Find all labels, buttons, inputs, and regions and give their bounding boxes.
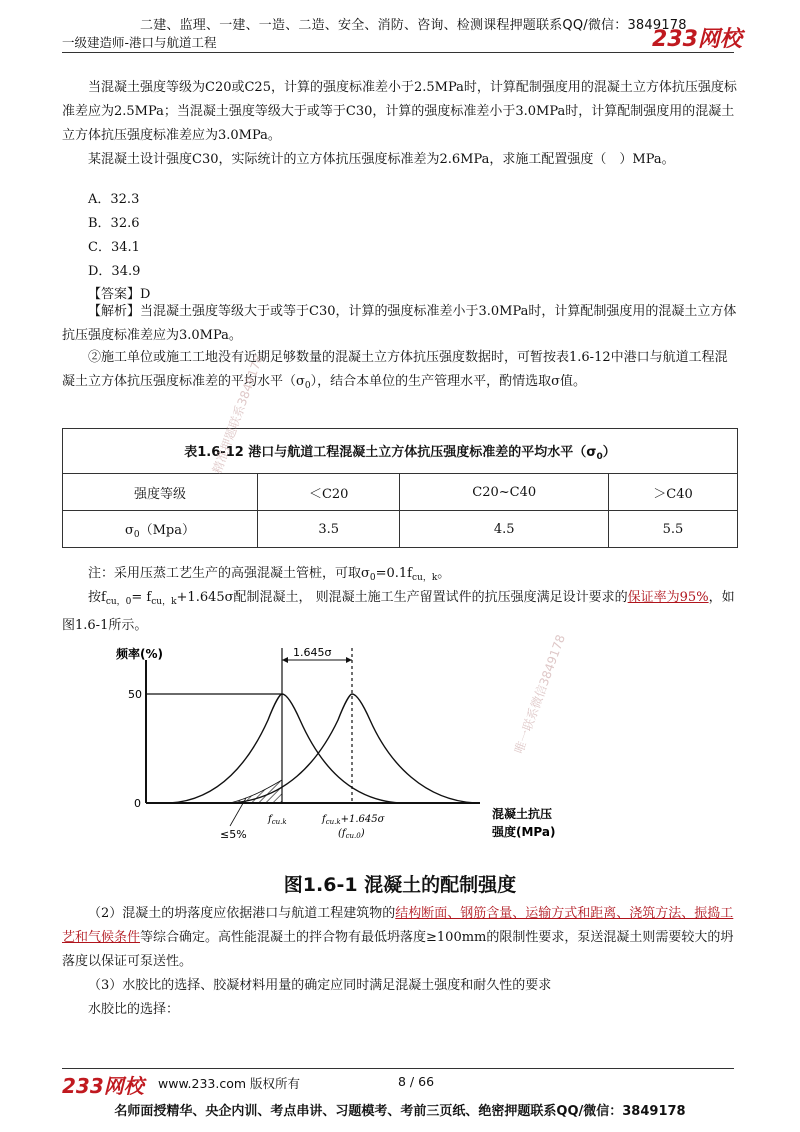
s2-a: （2）混凝土的坍落度应依据港口与航道工程建筑物的 [88, 906, 396, 921]
paragraph-water-binder: （3）水胶比的选择、胶凝材料用量的确定应同时满足混凝土强度和耐久性的要求 [88, 978, 552, 993]
p2-sub: 0 [304, 381, 311, 391]
note-sub0: 0 [369, 573, 376, 583]
x-axis-label-2: 强度(MPa) [492, 825, 556, 839]
header-divider [62, 52, 734, 53]
x-axis-label-1: 混凝土抗压 [492, 807, 553, 821]
fcu0-paren-label [338, 828, 365, 840]
p3-c: +1.645σ配制混凝土， 则混凝土施工生产留置试件的抗压强度满足设计要求的 [176, 590, 628, 605]
option-a: A．32.3 [88, 192, 140, 207]
p3-a: 按f [88, 590, 106, 605]
p3-d: ，如图1.6-1所示。 [62, 590, 735, 633]
table-caption-end: ） [602, 444, 616, 460]
row-label-sigma: σ [125, 522, 134, 538]
table-header-c20-c40: C20~C40 [400, 474, 609, 511]
watermark-2: 唯一联系微信3849178 [511, 632, 568, 756]
p3-highlight: 保证率为95% [627, 590, 709, 605]
table-cell-lt-c20: 3.5 [258, 511, 400, 548]
page-number: 8 / 66 [398, 1074, 435, 1089]
sigma-arrow-left [282, 657, 288, 663]
note-c: 。 [437, 566, 451, 581]
footer-promo: 名师面授精华、央企内训、考点串讲、习题模考、考前三页纸、绝密押题联系QQ/微信：3849178 [114, 1104, 686, 1119]
header-subtitle: 一级建造师-港口与航道工程 [62, 35, 217, 50]
fcu0-sub: cu.k [325, 818, 341, 826]
lt5-label: ≤5% [220, 828, 247, 841]
fcu0-tail: +1.645σ [340, 814, 385, 825]
p3-sub-b: cu，k [151, 597, 177, 607]
question-text: 某混凝土设计强度C30，实际统计的立方体抗压强度标准差为2.6MPa，求施工配置强度（ ）MPa。 [88, 152, 675, 167]
table-caption-text: 表1.6-12 港口与航道工程混凝土立方体抗压强度标准差的平均水平（σ [184, 444, 597, 460]
watermark-1: 精准押题联系3849178 [209, 352, 266, 476]
header-contact-line: 二建、监理、一建、一造、二造、安全、消防、咨询、检测课程押题联系QQ/微信：3849178 [140, 18, 687, 33]
footer-site: www.233.com 版权所有 [158, 1076, 300, 1091]
y-tick-0: 0 [134, 797, 141, 810]
p2-text: ②施工单位或施工工地没有近期足够数量的混凝土立方体抗压强度数据时，可暂按表1.6-12中港口与航道工程混凝土立方体抗压强度标准差的平均水平（σ [62, 350, 728, 389]
sigma-arrow-right [346, 657, 352, 663]
table-header-lt-c20: ＜C20 [258, 474, 400, 511]
sigma-label: 1.645σ [293, 646, 332, 659]
option-d: D．34.9 [88, 264, 141, 279]
header-logo: 233网校 [652, 27, 742, 52]
note-a: 注：采用压蒸工艺生产的高强混凝土管桩，可取σ [88, 566, 370, 581]
table-header-gt-c40: ＞C40 [609, 474, 738, 511]
row-label-sub: 0 [133, 529, 140, 540]
p3-sub-a: cu，0 [105, 597, 132, 607]
fcu0-paren-f: (f [338, 828, 346, 839]
table-cell-c20-c40: 4.5 [400, 511, 609, 548]
table-row-label [63, 511, 258, 548]
fcu0-label [321, 814, 386, 826]
fcu0-paren-end: ) [360, 828, 365, 839]
table-cell-gt-c40: 5.5 [609, 511, 738, 548]
s2-b: 等综合确定。高性能混凝土的拌合物有最低坍落度≥100mm的限制性要求，泵送混凝土则需要较大的坍落度以保证可泵送性。 [62, 930, 734, 969]
y-axis-label: 频率(%) [116, 647, 163, 661]
paragraph-no-data [62, 346, 738, 398]
option-b: B．32.6 [88, 216, 140, 231]
paragraph-95-guarantee [62, 586, 738, 638]
paragraph-std-dev-rule: 当混凝土强度等级为C20或C25，计算的强度标准差小于2.5MPa时，计算配制强度用的混凝土立方体抗压强度标准差应为2.5MPa；当混凝土强度等级大于或等于C30，计算的强度标准差小于3.0MPa时，计算配制强度用的混凝土立方体抗压强度标准差应为3.0MPa。 [62, 80, 737, 143]
p3-b: = f [131, 590, 152, 605]
footer-logo: 233网校 [62, 1074, 144, 1098]
paragraph-water-binder-choice: 水胶比的选择： [88, 1002, 180, 1017]
note-sub1: cu，k [412, 573, 438, 583]
fcu0-f: f [322, 814, 326, 825]
row-label-unit: （Mpa） [139, 522, 195, 538]
table-header-grade: 强度等级 [63, 474, 258, 511]
analysis: 【解析】当混凝土强度等级大于或等于C30，计算的强度标准差小于3.0MPa时，计算配制强度用的混凝土立方体抗压强度标准差应为3.0MPa。 [62, 304, 737, 343]
std-dev-table [62, 428, 738, 548]
y-tick-50: 50 [128, 688, 142, 701]
fcuk-label [267, 814, 287, 826]
page-header [0, 0, 800, 60]
p2-tail: ），结合本单位的生产管理水平，酌情选取σ值。 [310, 374, 586, 389]
s2-highlight: 结构断面、钢筋含量、运输方式和距离、浇筑方法、振捣工艺和气候条件 [62, 906, 734, 945]
note-b: =0.1f [375, 566, 412, 581]
fcu0-paren-sub: cu.0 [345, 832, 361, 840]
fcuk-f: f [268, 814, 272, 825]
paragraph-slump [62, 902, 738, 974]
table-caption-sub: 0 [596, 451, 603, 462]
fcuk-sub: cu.k [271, 818, 287, 826]
footer-divider [62, 1068, 734, 1069]
answer: 【答案】D [88, 287, 151, 302]
option-c: C．34.1 [88, 240, 140, 255]
figure-caption: 图1.6-1 混凝土的配制强度 [283, 874, 517, 896]
table-caption [63, 429, 738, 474]
